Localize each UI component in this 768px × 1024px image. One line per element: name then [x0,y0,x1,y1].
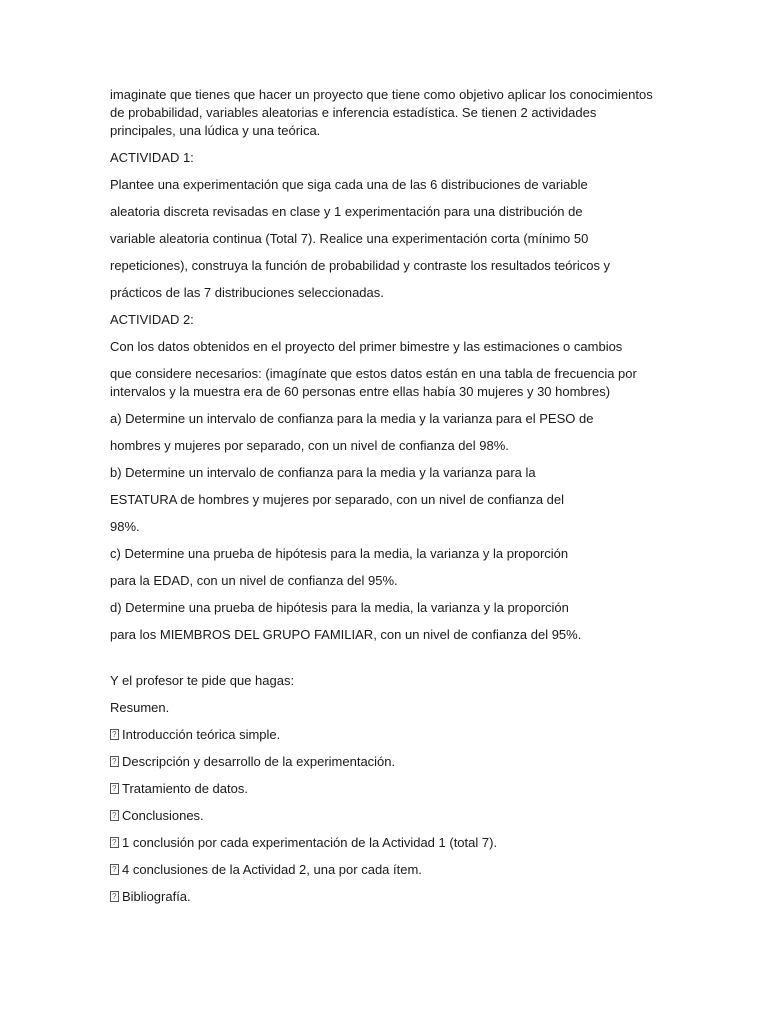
list-item [110,807,668,825]
activity-1-line: variable aleatoria continua (Total 7). Realice una experimentación corta (mínimo 50 [110,231,589,246]
request-line: Y el profesor te pide que hagas: [110,673,295,688]
list-item [110,861,668,879]
list-item-text: Introducción teórica simple. [122,727,281,742]
item-b-line: 98%. [110,519,140,534]
list-item-text: Tratamiento de datos. [122,781,248,796]
item-b-line: ESTATURA de hombres y mujeres por separado, con un nivel de confianza del [110,492,565,507]
activity-2-heading: ACTIVIDAD 2: [110,312,194,327]
item-b-line: b) Determine un intervalo de confianza para la media y la varianza para la [110,465,536,480]
intro-line: de probabilidad, variables aleatorias e inferencia estadística. Se tienen 2 actividades [110,105,597,120]
activity-1-line: Plantee una experimentación que siga cada una de las 6 distribuciones de variable [110,177,588,192]
item-d-line: para los MIEMBROS DEL GRUPO FAMILIAR, con un nivel de confianza del 95%. [110,627,582,642]
list-item [110,726,668,744]
list-item-text: Conclusiones. [122,808,204,823]
missing-glyph-icon [110,756,119,767]
missing-glyph-icon [110,891,119,902]
item-a-line: a) Determine un intervalo de confianza para la media y la varianza para el PESO de [110,411,594,426]
missing-glyph-icon [110,837,119,848]
intro-line: principales, una lúdica y una teórica. [110,123,321,138]
item-c-line: c) Determine una prueba de hipótesis para la media, la varianza y la proporción [110,546,569,561]
list-item [110,780,668,798]
activity-2-line: Con los datos obtenidos en el proyecto del primer bimestre y las estimaciones o cambios [110,339,623,354]
item-c-line: para la EDAD, con un nivel de confianza del 95%. [110,573,398,588]
list-item-text: Bibliografía. [122,889,191,904]
list-item [110,888,668,906]
missing-glyph-icon [110,783,119,794]
list-item-text: 4 conclusiones de la Actividad 2, una por cada ítem. [122,862,422,877]
activity-1-line: prácticos de las 7 distribuciones seleccionadas. [110,285,384,300]
list-item [110,753,668,771]
missing-glyph-icon [110,810,119,821]
list-item-text: Descripción y desarrollo de la experimentación. [122,754,396,769]
intro-paragraph [110,86,668,140]
list-item [110,834,668,852]
activity-1-heading: ACTIVIDAD 1: [110,150,194,165]
item-a-line: hombres y mujeres por separado, con un nivel de confianza del 98%. [110,438,509,453]
activity-1-line: repeticiones), construya la función de probabilidad y contraste los resultados teóricos y [110,258,611,273]
item-d-line: d) Determine una prueba de hipótesis para la media, la varianza y la proporción [110,600,569,615]
missing-glyph-icon [110,864,119,875]
intro-line: imaginate que tienes que hacer un proyecto que tiene como objetivo aplicar los conocimientos [110,87,653,102]
activity-1-line: aleatoria discreta revisadas en clase y 1 experimentación para una distribución de [110,204,583,219]
bullet-list [110,726,668,906]
list-item-text: 1 conclusión por cada experimentación de la Actividad 1 (total 7). [122,835,498,850]
missing-glyph-icon [110,729,119,740]
resumen-line: Resumen. [110,700,170,715]
activity-2-line: intervalos y la muestra era de 60 personas entre ellas había 30 mujeres y 30 hombres) [110,384,611,399]
activity-2-line: que considere necesarios: (imagínate que estos datos están en una tabla de frecuencia por [110,366,637,381]
